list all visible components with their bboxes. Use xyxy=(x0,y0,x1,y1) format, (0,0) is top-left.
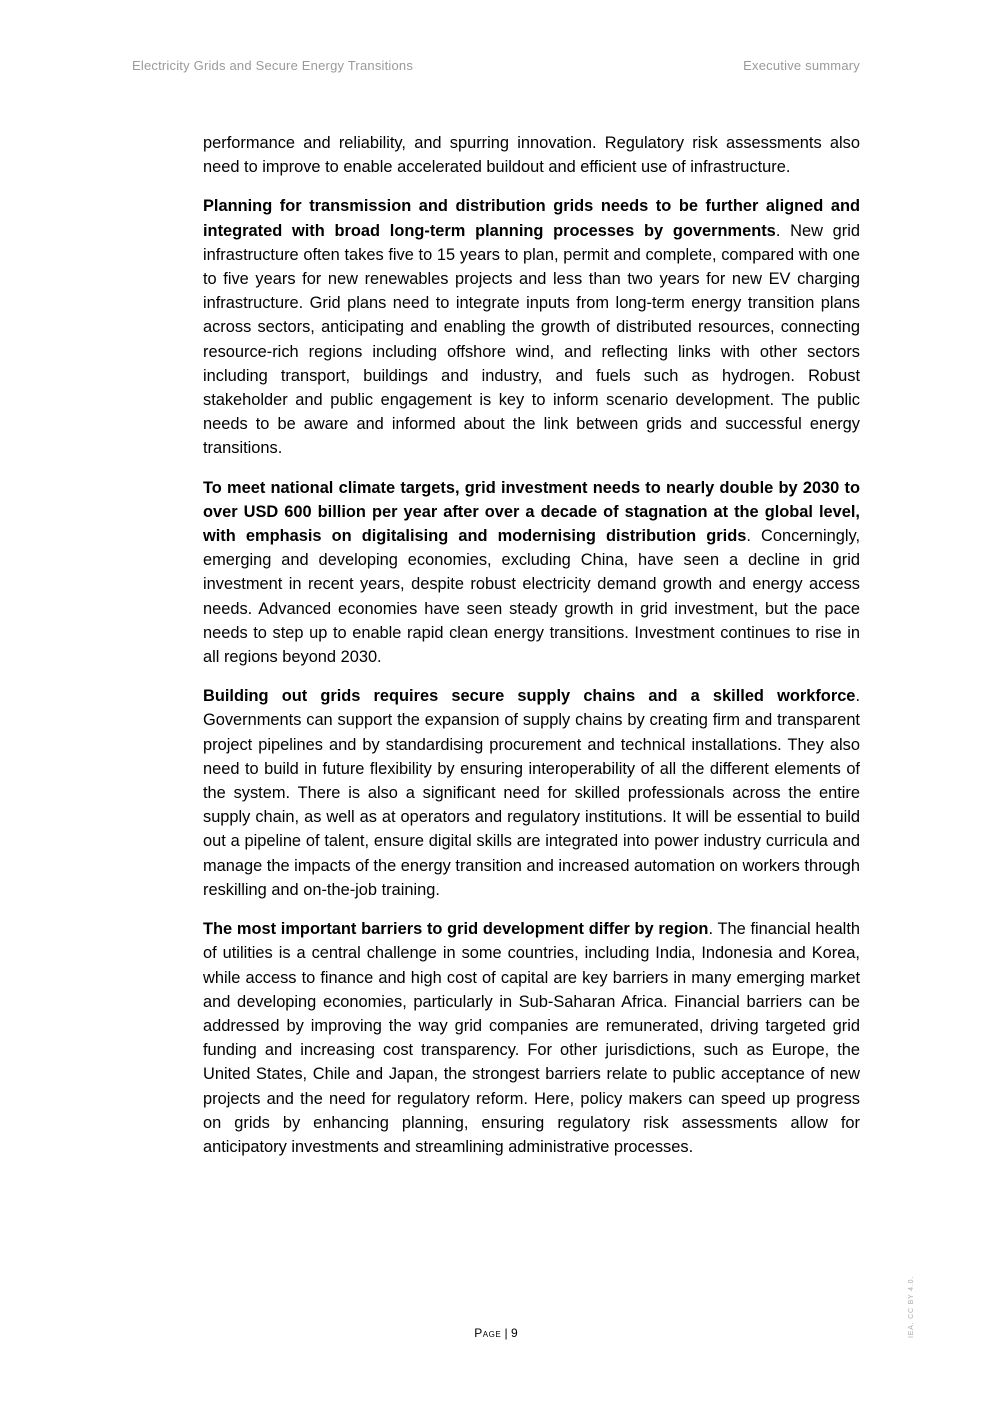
paragraph-text: . New grid infrastructure often takes five to 15 years to plan, permit and complete, compared with one to five years for new renewables projects and less than two years for new EV charging infrastructure. Grid plans need to integrate inputs from long-term energy transition plans across sectors, anticipating and enabling the growth of distributed resources, connecting resource-rich regions including offshore wind, and reflecting links with other sectors including transport, buildings and industry, and fuels such as hydrogen. Robust stakeholder and public engagement is key to inform scenario development. The public needs to be aware and informed about the link between grids and successful energy transitions. xyxy=(203,221,860,458)
paragraph-text: . Concerningly, emerging and developing economies, excluding China, have seen a decline in grid investment in recent years, despite robust electricity demand growth and energy access needs. Advanced economies have seen steady growth in grid investment, but the pace needs to step up to enable rapid clean energy transitions. Investment continues to rise in all regions beyond 2030. xyxy=(203,527,860,667)
page-number: 9 xyxy=(511,1326,518,1340)
paragraph-text: performance and reliability, and spurring innovation. Regulatory risk assessments also need to improve to enable accelerated buildout and efficient use of infrastructure. xyxy=(203,134,860,177)
paragraph-text: . The financial health of utilities is a central challenge in some countries, including India, Indonesia and Korea, while access to finance and high cost of capital are key barriers in many emerging market and developing economies, particularly in Sub-Saharan Africa. Financial barriers can be addressed by improving the way grid companies are remunerated, driving targeted grid funding and increasing cost transparency. For other jurisdictions, such as Europe, the United States, Chile and Japan, the strongest barriers relate to public acceptance of new projects and the need for regulatory reform. Here, policy makers can speed up progress on grids by enhancing planning, ensuring regulatory risk assessments allow for anticipatory investments and streamlining administrative processes. xyxy=(203,920,860,1156)
paragraph xyxy=(203,194,860,460)
paragraph-lead: Planning for transmission and distribution grids needs to be further aligned and integrated with broad long-term planning processes by governments xyxy=(203,197,860,240)
page-footer xyxy=(0,1326,992,1340)
page-separator: | xyxy=(501,1326,511,1340)
running-header-section: Executive summary xyxy=(743,58,860,73)
body-text xyxy=(203,131,860,1174)
page-label: Page xyxy=(474,1326,502,1340)
paragraph-text: . Governments can support the expansion of supply chains by creating firm and transparent project pipelines and by standardising procurement and technical installations. They also need to build in future flexibility by ensuring interoperability of all the different elements of the system. There is also a significant need for skilled professionals across the entire supply chain, as well as at operators and regulatory institutions. It will be essential to build out a pipeline of talent, ensure digital skills are integrated into power industry curricula and manage the impacts of the energy transition and increased automation on workers through reskilling and on-the-job training. xyxy=(203,687,860,899)
running-header-title: Electricity Grids and Secure Energy Transitions xyxy=(132,58,414,73)
paragraph-lead: To meet national climate targets, grid investment needs to nearly double by 2030 to over USD 600 billion per year after over a decade of stagnation at the global level, with emphasis on digitalising and modernising distribution grids xyxy=(203,478,860,546)
paragraph xyxy=(203,917,860,1159)
license-note: IEA. CC BY 4.0. xyxy=(908,1275,915,1338)
paragraph-lead: Building out grids requires secure supply chains and a skilled workforce xyxy=(203,687,856,706)
paragraph-lead: The most important barriers to grid development differ by region xyxy=(203,920,709,939)
paragraph xyxy=(203,476,860,670)
paragraph xyxy=(203,131,860,179)
paragraph xyxy=(203,684,860,902)
